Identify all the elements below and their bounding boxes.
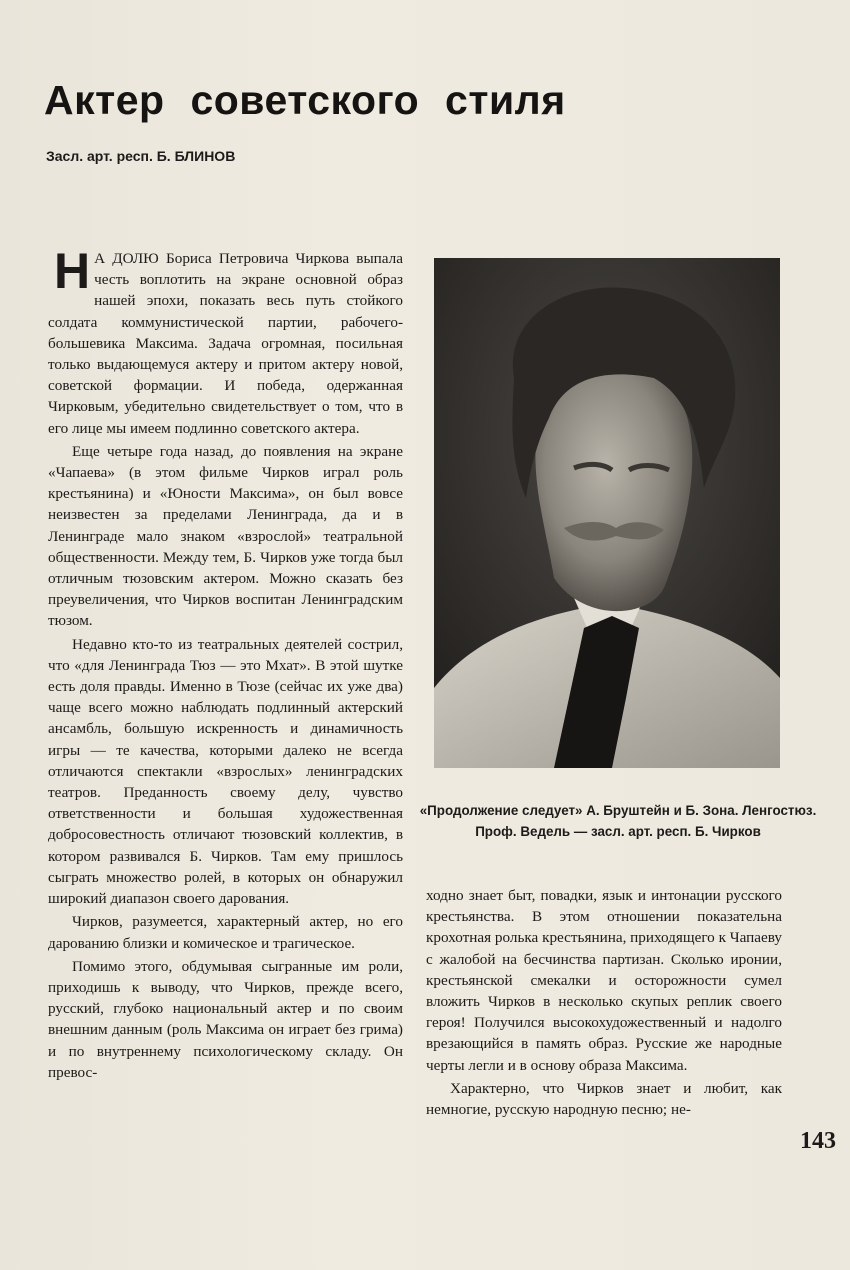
left-text-column <box>48 243 403 1083</box>
body-paragraph: Помимо этого, обдумывая сыгранные им роли, приходишь к выводу, что Чирков, прежде всего, русский, глубоко национальный актер и по своим внешним данным (роль Максима он играет без грима) и по внутреннему психологическому складу. Он превос- <box>48 957 403 1081</box>
article-title: Актер советского стиля <box>44 77 566 124</box>
right-text-column <box>426 885 782 1120</box>
portrait-illustration <box>434 258 780 768</box>
body-paragraph: ходно знает быт, повадки, язык и интонации русского крестьянства. В этом отношении показательна крохотная ролька крестьянина, приходящего к Чапаеву с жалобой на бесчинства партизан. Сколько иронии, крестьянской смекалки и осторожности сумел вложить Чирков в несколько скупых реплик своего героя! Получился высокохудожественный и надолго врезающийся в память образ. Русские же народные черты легли и в основу образа Максима. <box>426 887 783 1074</box>
author-byline: Засл. арт. респ. Б. БЛИНОВ <box>46 148 236 164</box>
photo-caption: «Продолжение следует» А. Бруштейн и Б. Зона. Ленгостюз. Проф. Ведель — засл. арт. респ. Б. Чирков <box>419 803 817 839</box>
body-paragraph: Недавно кто-то из театральных деятелей сострил, что «для Ленинграда Тюз — это Мхат». В этой шутке есть доля правды. Именно в Тюзе (сейчас их уже два) чаще всего можно наблюдать подлинный актерский ансамбль, большую искренность и динамичность игры — те качества, которыми далеко не всегда отличаются спектакли «взрослых» ленинградских театров. Преданность своему делу, чувство ответственности и большая художественная добросовестность отличают тюзовский коллектив, в котором развивался Б. Чирков. Там ему пришлось сыграть множество ролей, в которых он обнаружил широкий диапазон своего дарования. <box>48 635 403 908</box>
body-paragraph: Чирков, разумеется, характерный актер, но его дарованию близки и комическое и трагическое. <box>48 913 403 952</box>
body-paragraph: Характерно, что Чирков знает и любит, как немногие, русскую народную песню; не- <box>426 1079 782 1119</box>
drop-cap: Н <box>54 243 91 299</box>
body-paragraph: Еще четыре года назад, до появления на экране «Чапаева» (в этом фильме Чирков играл роль крестьянина) и «Юности Максима», он был вовсе неизвестен за пределами Ленинграда, да и в Ленинграде мало знаком «взрослой» театральной общественности. Между тем, Б. Чирков уже тогда был отличным тюзовским актером. Можно сказать без преувеличения, что Чирков воспитан Ленинградским тюзом. <box>48 442 403 630</box>
lead-text: А ДОЛЮ Бориса Петровича Чиркова выпала честь воплотить на экране основной образ нашей эпохи, показать весь путь стойкого солдата коммунистической партии, рабочего-большевика Максима. Задача огромная, посильная только выдающемуся актеру и притом актеру новой, советской формации. И победа, одержанная Чирковым, убедительно свидетельствует о том, что в его лице мы имеем подлинно советского актера. <box>48 250 403 437</box>
portrait-photo <box>434 258 780 768</box>
page-number: 143 <box>800 1128 836 1154</box>
lead-paragraph <box>48 243 403 439</box>
